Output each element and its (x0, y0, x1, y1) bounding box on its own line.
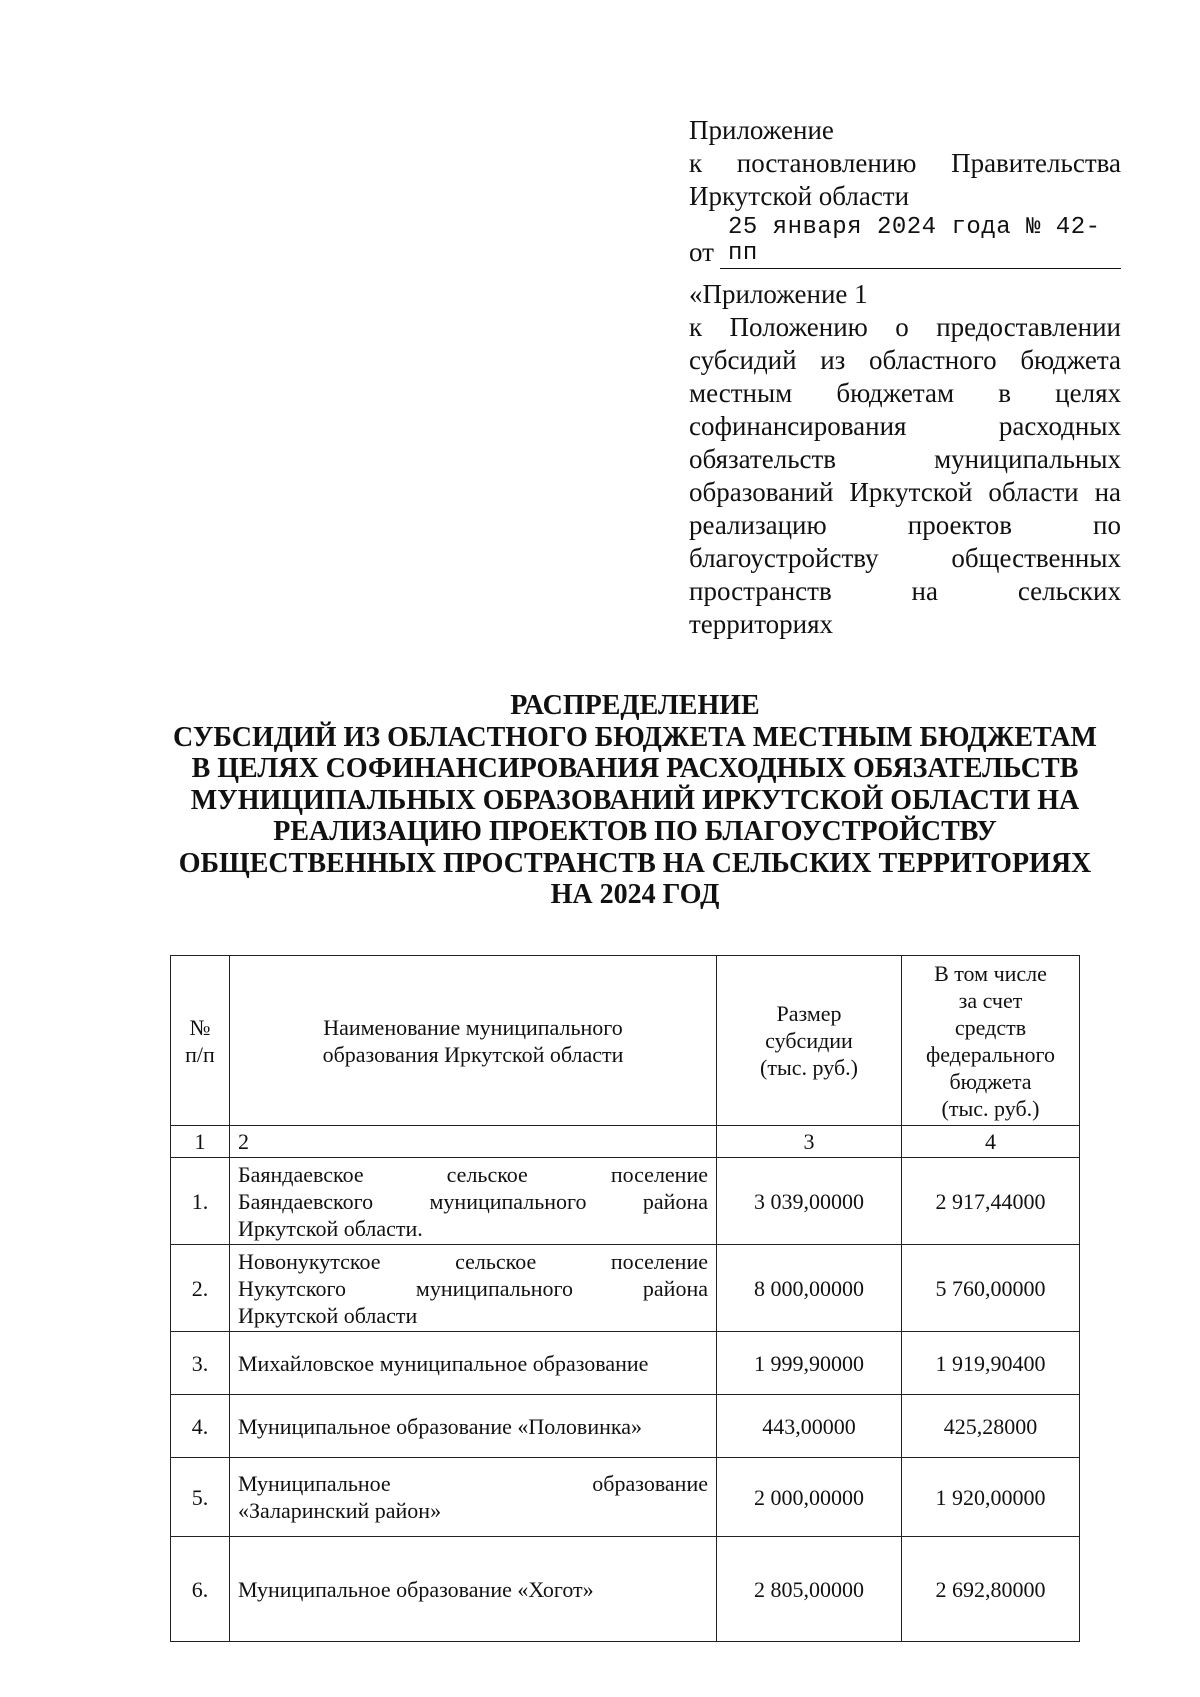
header-federal-line: (тыс. руб.) (941, 1095, 1040, 1121)
row-name-line: Баяндаевское сельское поселение (238, 1161, 708, 1187)
title-line: В ЦЕЛЯХ СОФИНАНСИРОВАНИЯ РАСХОДНЫХ ОБЯЗАТЕЛЬСТВ (191, 753, 1079, 784)
column-number: 3 (717, 1126, 902, 1158)
header-subsidy-line: субсидии (765, 1028, 853, 1053)
row-name-line: Муниципальное образование (238, 1471, 708, 1496)
row-subsidy: 8 000,00000 (717, 1245, 902, 1332)
column-number: 2 (230, 1126, 717, 1158)
header-federal-line: федерального (926, 1041, 1055, 1067)
row-name-line: Иркутской области. (238, 1215, 423, 1241)
column-number: 1 (171, 1126, 230, 1158)
row-subsidy: 2 000,00000 (717, 1458, 902, 1537)
row-num: 6. (171, 1537, 230, 1642)
row-name-line: Муниципальное образование «Хогот» (238, 1576, 594, 1602)
row-num: 5. (171, 1458, 230, 1537)
header-num-line: № (189, 1014, 211, 1040)
header-federal (902, 956, 1080, 1126)
row-federal: 2 917,44000 (902, 1158, 1080, 1245)
from-label: от (689, 237, 714, 267)
row-name (230, 1395, 717, 1458)
row-name (230, 1332, 717, 1395)
appendix-header (689, 114, 1121, 269)
row-subsidy: 3 039,00000 (717, 1158, 902, 1245)
row-subsidy: 443,00000 (717, 1395, 902, 1458)
row-name-line: Михайловское муниципальное образование (238, 1350, 649, 1376)
row-num: 3. (171, 1332, 230, 1395)
row-federal: 1 919,90400 (902, 1332, 1080, 1395)
row-num: 2. (171, 1245, 230, 1332)
to-decree-line: к постановлению Правительства (689, 148, 1121, 178)
row-name (230, 1458, 717, 1537)
title-line: СУБСИДИЙ ИЗ ОБЛАСТНОГО БЮДЖЕТА МЕСТНЫМ БЮДЖЕТАМ (173, 721, 1097, 753)
row-name-line: Муниципальное образование «Половинка» (238, 1413, 642, 1439)
subheader-line: «Приложение 1 (689, 279, 868, 309)
header-name-line: образования Иркутской области (322, 1041, 624, 1067)
table-row (171, 1458, 1080, 1537)
header-name (230, 956, 717, 1126)
subheader-line: пространств на сельских (689, 576, 1121, 606)
header-federal-line: за счет (958, 987, 1023, 1013)
header-name-line: Наименование муниципального (323, 1014, 623, 1040)
row-federal: 5 760,00000 (902, 1245, 1080, 1332)
row-subsidy: 2 805,00000 (717, 1537, 902, 1642)
title-line: РАСПРЕДЕЛЕНИЕ (510, 690, 760, 721)
subheader-line: софинансирования расходных (689, 411, 1121, 441)
appendix-1-header (689, 278, 1121, 641)
row-num: 4. (171, 1395, 230, 1458)
row-name (230, 1158, 717, 1245)
row-federal: 2 692,80000 (902, 1537, 1080, 1642)
header-num (171, 956, 230, 1126)
row-name (230, 1245, 717, 1332)
column-number-row (171, 1126, 1080, 1158)
region-line: Иркутской области (689, 181, 910, 211)
row-name (230, 1537, 717, 1642)
header-federal-line: В том числе (934, 960, 1047, 986)
table-row (171, 1537, 1080, 1642)
row-name-line: «Заларинский район» (238, 1498, 442, 1523)
row-name-line: Нукутского муниципального района (238, 1275, 708, 1301)
subheader-line: территориях (689, 609, 834, 639)
subheader-line: субсидий из областного бюджета (689, 345, 1121, 375)
subheader-line: местным бюджетам в целях (689, 378, 1121, 408)
subheader-line: к Положению о предоставлении (689, 312, 1121, 342)
subheader-line: образований Иркутской области на (689, 477, 1121, 507)
title-line: МУНИЦИПАЛЬНЫХ ОБРАЗОВАНИЙ ИРКУТСКОЙ ОБЛАСТИ НА (190, 784, 1080, 816)
table-row (171, 1332, 1080, 1395)
title-line: РЕАЛИЗАЦИЮ ПРОЕКТОВ ПО БЛАГОУСТРОЙСТВУ (273, 816, 997, 847)
row-name-line: Иркутской области (238, 1302, 418, 1328)
table-row (171, 1395, 1080, 1458)
subheader-line: обязательств муниципальных (689, 444, 1121, 474)
header-subsidy-line: (тыс. руб.) (760, 1055, 858, 1080)
subheader-line: благоустройству общественных (689, 543, 1121, 573)
table-header-row (171, 956, 1080, 1126)
appendix-title: Приложение (689, 115, 834, 145)
table-row (171, 1245, 1080, 1332)
decree-date-number: 25 января 2024 года № 42-пп (720, 215, 1121, 269)
date-line (689, 215, 1121, 269)
subheader-line: реализацию проектов по (689, 510, 1121, 540)
table-row (171, 1158, 1080, 1245)
header-num-line: п/п (185, 1041, 215, 1067)
header-subsidy (717, 956, 902, 1126)
header-federal-line: бюджета (949, 1068, 1032, 1094)
row-name-line: Баяндаевского муниципального района (238, 1188, 708, 1214)
row-federal: 425,28000 (902, 1395, 1080, 1458)
document-title (150, 690, 1120, 911)
row-name-line: Новонукутское сельское поселение (238, 1248, 708, 1274)
row-num: 1. (171, 1158, 230, 1245)
title-line: НА 2024 ГОД (550, 879, 720, 910)
distribution-table (170, 955, 1080, 1642)
row-federal: 1 920,00000 (902, 1458, 1080, 1537)
column-number: 4 (902, 1126, 1080, 1158)
row-subsidy: 1 999,90000 (717, 1332, 902, 1395)
header-federal-line: средств (954, 1014, 1027, 1040)
header-subsidy-line: Размер (776, 1001, 842, 1026)
title-line: ОБЩЕСТВЕННЫХ ПРОСТРАНСТВ НА СЕЛЬСКИХ ТЕРРИТОРИЯХ (178, 847, 1092, 879)
